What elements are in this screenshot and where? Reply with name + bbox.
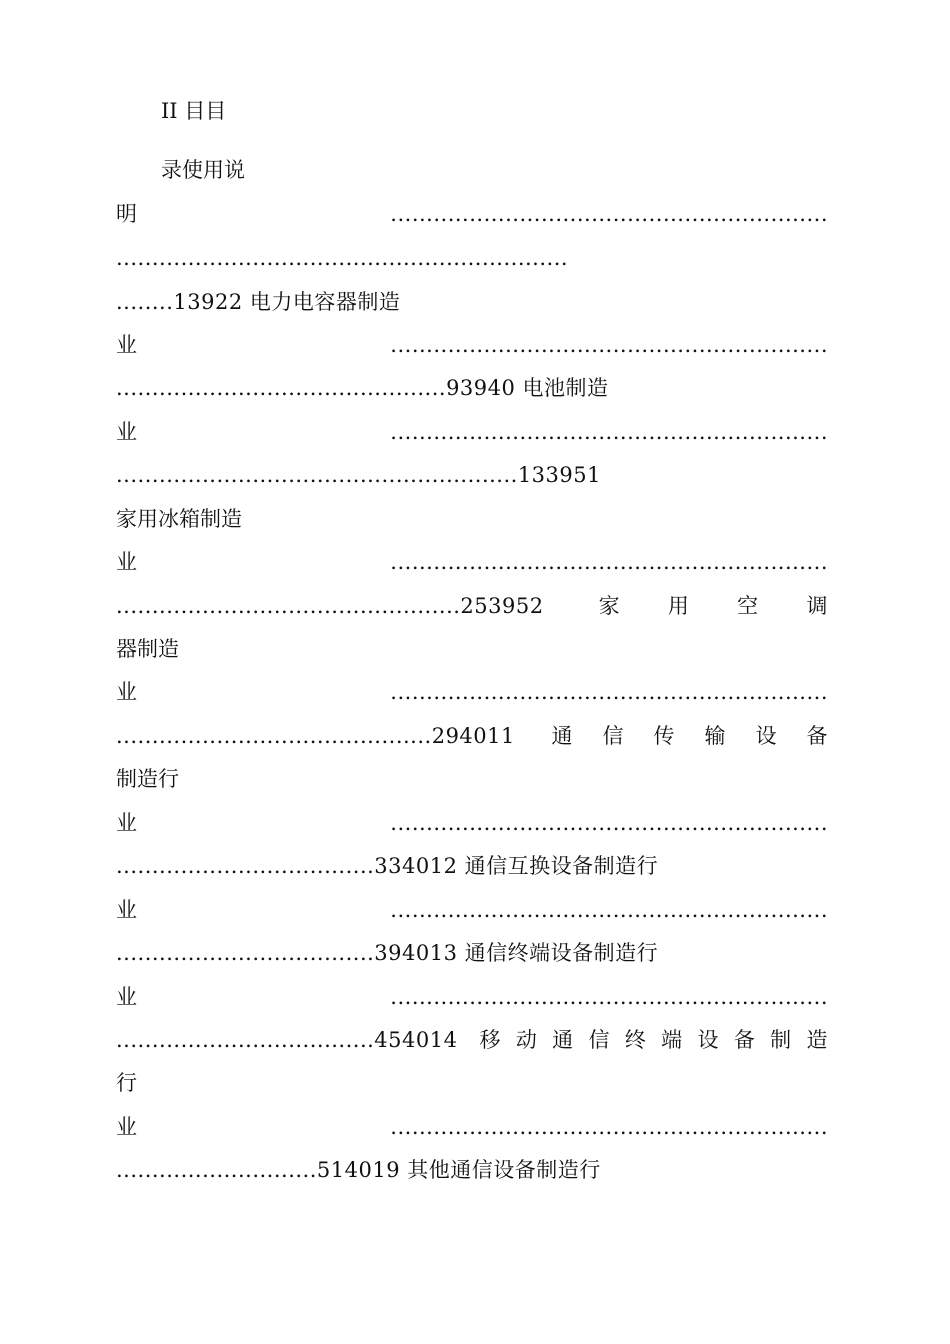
toc-line-18: 业.............................................................	[116, 898, 828, 922]
toc-line-12: 器制造	[116, 637, 179, 661]
toc-heading: II 目目	[161, 99, 227, 123]
toc-line-11: ................................................253952 家用空调	[116, 594, 828, 618]
toc-line-1: 录使用说	[161, 158, 245, 182]
toc-line-21: ....................................454014 移动通信终端设备制造	[116, 1028, 828, 1052]
toc-line-16: 业.............................................................	[116, 811, 828, 835]
toc-line-15: 制造行	[116, 767, 179, 791]
toc-line-14: ............................................294011 通信传输设备	[116, 724, 828, 748]
toc-line-17: ....................................334012 通信互换设备制造行	[116, 854, 659, 878]
toc-line-5: 业.............................................................	[116, 333, 828, 357]
toc-line-23: 业.............................................................	[116, 1115, 828, 1139]
toc-line-3: ...............................................................	[116, 246, 569, 270]
toc-line-20: 业.............................................................	[116, 985, 828, 1009]
toc-line-19: ....................................394013 通信终端设备制造行	[116, 941, 659, 965]
toc-line-9: 家用冰箱制造	[116, 507, 242, 531]
toc-line-10: 业.............................................................	[116, 550, 828, 574]
toc-line-4: ........13922 电力电容器制造	[116, 290, 401, 314]
toc-line-22: 行	[116, 1071, 137, 1095]
toc-line-2: 明.............................................................	[116, 202, 828, 226]
toc-line-24: ............................514019 其他通信设备制造行	[116, 1158, 601, 1182]
toc-line-13: 业.............................................................	[116, 680, 828, 704]
toc-line-8: ........................................................133951	[116, 463, 601, 487]
toc-line-7: 业.............................................................	[116, 420, 828, 444]
toc-line-6: ..............................................93940 电池制造	[116, 376, 609, 400]
